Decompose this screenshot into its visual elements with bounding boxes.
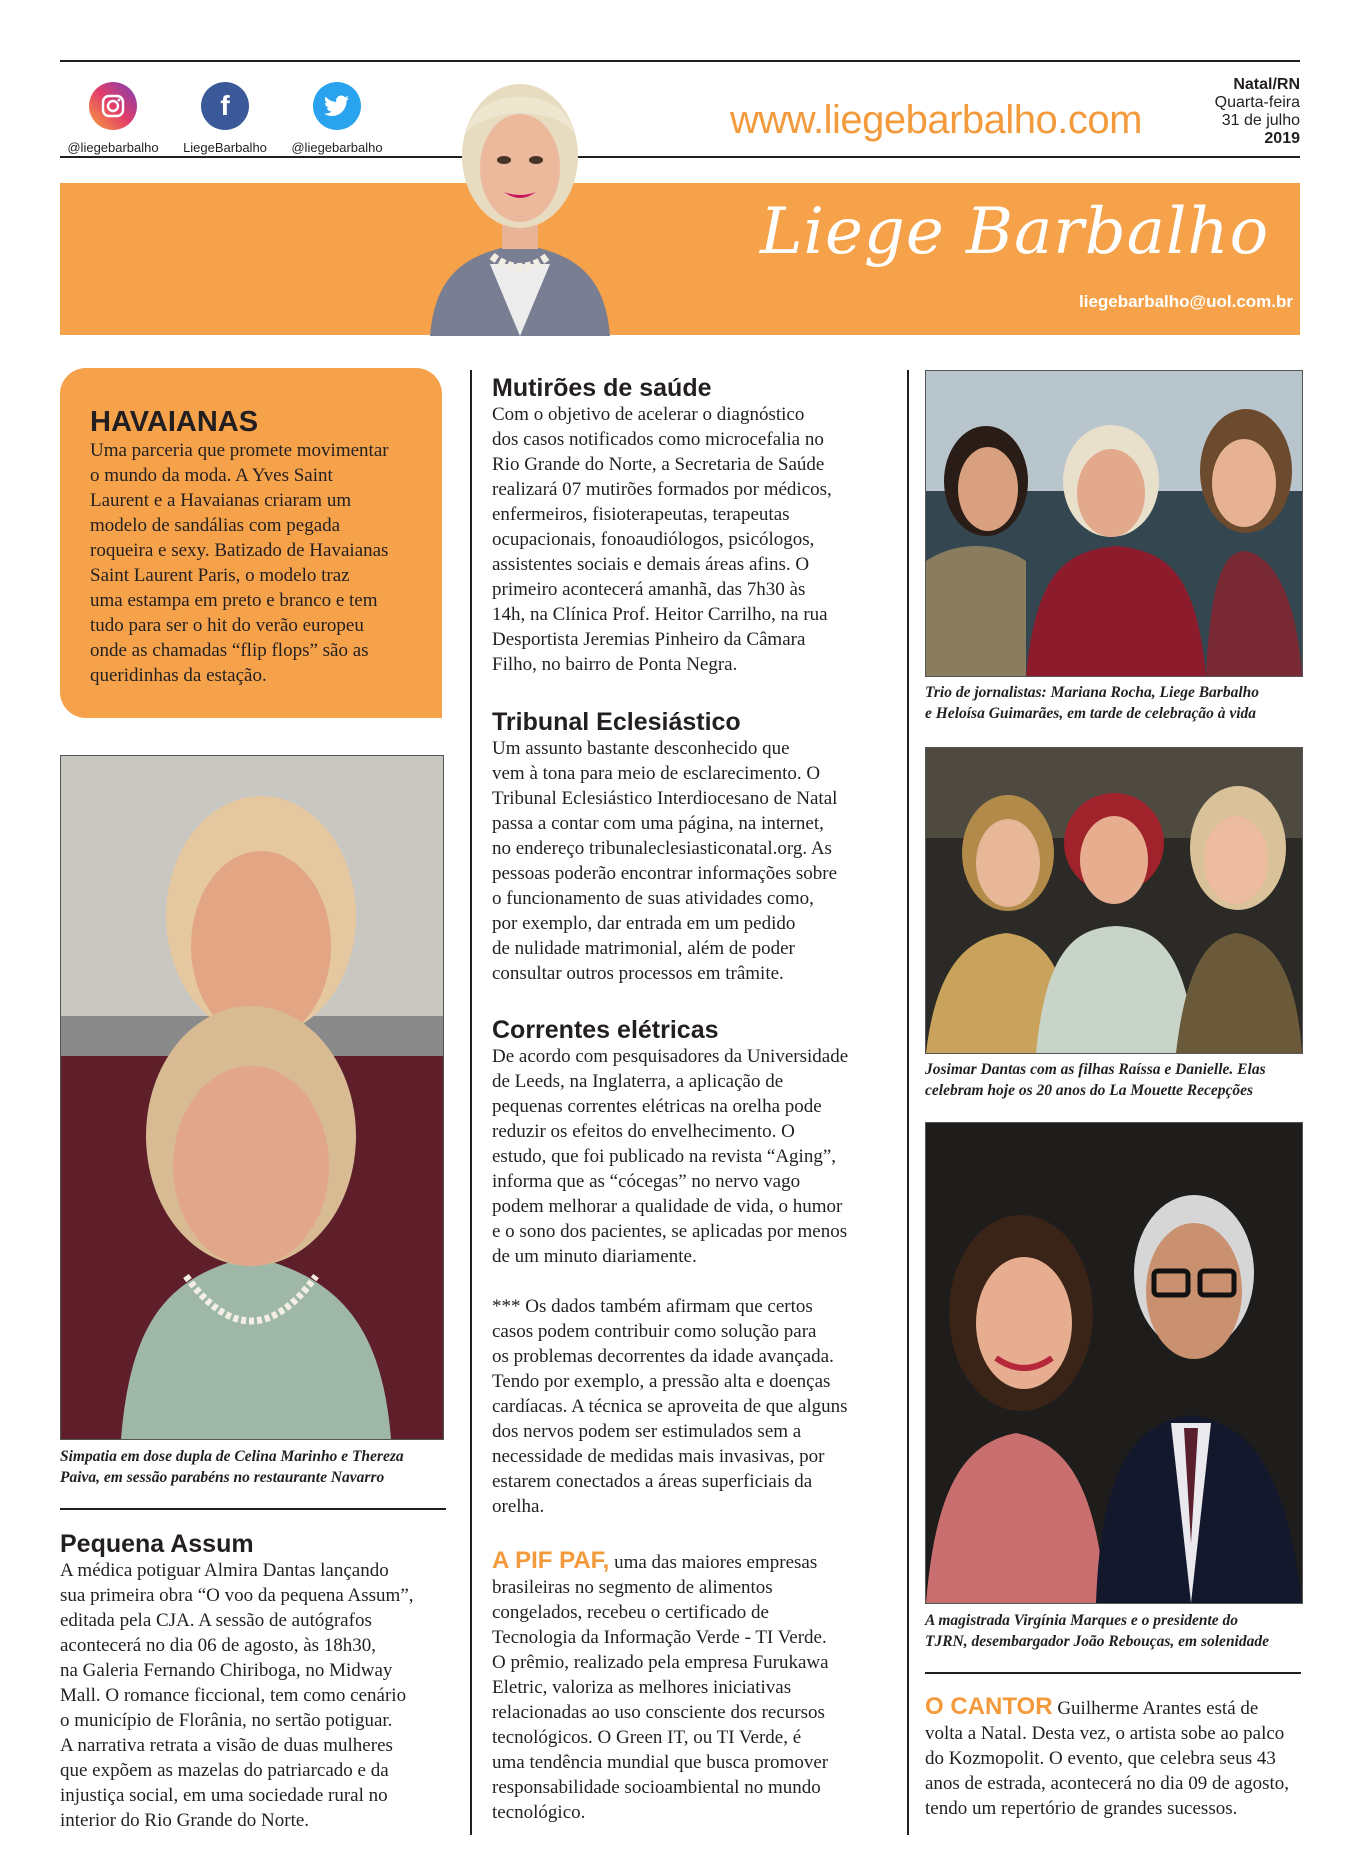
twitter-handle-block[interactable] (282, 82, 392, 155)
text-line: o funcionamento de suas atividades como, (492, 888, 814, 909)
facebook-handle-block[interactable] (170, 82, 280, 155)
text-line: Desportista Jeremias Pinheiro da Câmara (492, 629, 806, 650)
text-line: informa que as “cócegas” no nervo vago (492, 1171, 801, 1192)
text-line: 14h, na Clínica Prof. Heitor Carrilho, na rua (492, 604, 828, 625)
text-line: o mundo da moda. A Yves Saint (90, 465, 333, 486)
text-line: dos casos notificados como microcefalia no (492, 429, 824, 450)
text-line: Uma parceria que promete movimentar (90, 440, 389, 461)
text-line: A médica potiguar Almira Dantas lançando (60, 1560, 389, 1581)
text-line: orelha. (492, 1496, 545, 1517)
caption-line: Simpatia em dose dupla de Celina Marinho e Thereza (60, 1448, 404, 1465)
text-line: interior do Rio Grande do Norte. (60, 1810, 310, 1831)
instagram-icon (89, 82, 137, 130)
text-line: *** Os dados também afirmam que certos (492, 1296, 813, 1317)
text-line: A narrativa retrata a visão de duas mulheres (60, 1735, 393, 1756)
columnist-portrait (420, 64, 620, 336)
correntes-title: Correntes elétricas (492, 1016, 719, 1044)
text-line: por exemplo, dar entrada em um pedido (492, 913, 796, 934)
top-rule (60, 60, 1300, 62)
text-line: passa a contar com uma página, na internet, (492, 813, 824, 834)
photo-trio-jornalistas (925, 370, 1303, 677)
city: Natal/RN (1233, 76, 1300, 93)
caption-celina-thereza (60, 1446, 450, 1488)
instagram-handle: @liegebarbalho (67, 140, 159, 155)
caption-line: Trio de jornalistas: Mariana Rocha, Liege Barbalho (925, 684, 1259, 701)
cantor-lead: O CANTOR (925, 1693, 1053, 1720)
text-line: primeiro acontecerá amanhã, das 7h30 às (492, 579, 806, 600)
text-line: de nulidade matrimonial, além de poder (492, 938, 795, 959)
text-line: uma estampa em preto e branco e tem (90, 590, 378, 611)
havaianas-box (60, 368, 442, 718)
text-line: necessidade de medidas mais invasivas, por (492, 1446, 825, 1467)
text-line: de Leeds, na Inglaterra, a aplicação de (492, 1071, 784, 1092)
header-rule (60, 156, 1300, 158)
caption-line: A magistrada Virgínia Marques e o presidente do (925, 1612, 1239, 1629)
text-line: vem à tona para meio de esclarecimento. O (492, 763, 821, 784)
text-line: assistentes sociais e demais áreas afins. O (492, 554, 810, 575)
text-line: realizará 07 mutirões formados por médicos, (492, 479, 832, 500)
twitter-icon (313, 82, 361, 130)
text-line: tudo para ser o hit do verão europeu (90, 615, 364, 636)
section-rule (925, 1672, 1301, 1674)
text-line: casos podem contribuir como solução para (492, 1321, 817, 1342)
text-line: reduzir os efeitos do envelhecimento. O (492, 1121, 795, 1142)
mutiroes-title: Mutirões de saúde (492, 374, 712, 402)
text-line: Com o objetivo de acelerar o diagnóstico (492, 404, 805, 425)
text-line: Mall. O romance ficcional, tem como cenário (60, 1685, 407, 1706)
text-line: Filho, no bairro de Ponta Negra. (492, 654, 738, 675)
weekday: Quarta-feira (1214, 94, 1300, 111)
text-line: e o sono dos pacientes, se aplicadas por menos (492, 1221, 848, 1242)
dateline (1215, 76, 1300, 148)
text-line: responsabilidade socioambiental no mundo (492, 1777, 821, 1798)
text-line: sua primeira obra “O voo da pequena Assum”, (60, 1585, 414, 1606)
cantor-section (925, 1694, 1310, 1821)
text-line: cardíacas. A técnica se aproveita de que alguns (492, 1396, 848, 1417)
text-line: acontecerá no dia 06 de agosto, às 18h30, (60, 1635, 377, 1656)
tribunal-title: Tribunal Eclesiástico (492, 708, 741, 736)
havaianas-title: HAVAIANAS (90, 406, 259, 438)
pifpaf-lead: A PIF PAF, (492, 1547, 610, 1574)
assum-section (60, 1530, 460, 1833)
caption-line: Paiva, em sessão parabéns no restaurante Navarro (60, 1469, 385, 1486)
text-line: consultar outros processos em trâmite. (492, 963, 784, 984)
section-rule (60, 1508, 446, 1510)
column-divider-1 (470, 370, 472, 1835)
date: 31 de julho (1221, 112, 1300, 129)
text-line: na Galeria Fernando Chiriboga, no Midway (60, 1660, 393, 1681)
caption-virginia (925, 1610, 1307, 1652)
photo-celina-thereza (60, 755, 444, 1440)
text-line: de um minuto diariamente. (492, 1246, 697, 1267)
text-line: estudo, que foi publicado na revista “Aging”, (492, 1146, 837, 1167)
text-line: estarem conectados a áreas superficiais da (492, 1471, 813, 1492)
caption-line: celebram hoje os 20 anos do La Mouette Recepções (925, 1082, 1254, 1099)
text-line: Rio Grande do Norte, a Secretaria de Saúde (492, 454, 825, 475)
havaianas-text (90, 438, 430, 688)
text-line: onde as chamadas “flip flops” são as (90, 640, 369, 661)
text-line: brasileiras no segmento de alimentos (492, 1577, 773, 1598)
column-brand: Liege Barbalho (760, 195, 1270, 269)
text-line: anos de estrada, acontecerá no dia 09 de agosto, (925, 1773, 1290, 1794)
facebook-handle: LiegeBarbalho (183, 140, 267, 155)
text-line: tendo um repertório de grandes sucessos. (925, 1798, 1238, 1819)
caption-line: e Heloísa Guimarães, em tarde de celebração à vida (925, 705, 1257, 722)
twitter-handle: @liegebarbalho (291, 140, 383, 155)
text-line: congelados, recebeu o certificado de (492, 1602, 769, 1623)
text-line: queridinhas da estação. (90, 665, 267, 686)
mutiroes-section (492, 374, 897, 677)
text-line: Eletric, valoriza as melhores iniciativas (492, 1677, 792, 1698)
text-line: uma tendência mundial que busca promover (492, 1752, 829, 1773)
contact-email[interactable]: liegebarbalho@uol.com.br (1079, 292, 1293, 311)
text-line: volta a Natal. Desta vez, o artista sobe ao palco (925, 1723, 1285, 1744)
text-line: no endereço tribunaleclesiasticonatal.org. As (492, 838, 832, 859)
facebook-icon: f (201, 82, 249, 130)
pifpaf-section (492, 1548, 897, 1825)
photo-josimar-filhas (925, 747, 1303, 1054)
text-line: enfermeiros, fisioterapeutas, terapeutas (492, 504, 790, 525)
caption-line: TJRN, desembargador João Rebouças, em solenidade (925, 1633, 1269, 1650)
text-line: dos nervos podem ser estimulados sem a (492, 1421, 802, 1442)
text-line: Saint Laurent Paris, o modelo traz (90, 565, 350, 586)
website-url[interactable]: www.liegebarbalho.com (730, 98, 1142, 142)
caption-josimar (925, 1059, 1307, 1101)
text-line: podem melhorar a qualidade de vida, o humor (492, 1196, 843, 1217)
text-line: editada pela CJA. A sessão de autógrafos (60, 1610, 372, 1631)
text-line: Laurent e a Havaianas criaram um (90, 490, 352, 511)
text-line: Tendo por exemplo, a pressão alta e doenças (492, 1371, 831, 1392)
text-line: ocupacionais, fonoaudiólogos, psicólogos, (492, 529, 815, 550)
photo-virginia-joao (925, 1122, 1303, 1604)
text-line: Tribunal Eclesiástico Interdiocesano de Natal (492, 788, 838, 809)
text-line: Guilherme Arantes está de (1052, 1698, 1259, 1719)
text-line: uma das maiores empresas (609, 1552, 818, 1573)
text-line: os problemas decorrentes da idade avançada. (492, 1346, 834, 1367)
tribunal-section (492, 708, 897, 986)
text-line: tecnológico. (492, 1802, 586, 1823)
text-line: pessoas poderão encontrar informações sobre (492, 863, 838, 884)
text-line: Um assunto bastante desconhecido que (492, 738, 790, 759)
caption-line: Josimar Dantas com as filhas Raíssa e Danielle. Elas (925, 1061, 1266, 1078)
text-line: O prêmio, realizado pela empresa Furukawa (492, 1652, 829, 1673)
text-line: do Kozmopolit. O evento, que celebra seus 43 (925, 1748, 1276, 1769)
instagram-handle-block[interactable] (58, 82, 168, 155)
year: 2019 (1264, 130, 1300, 147)
text-line: pequenas correntes elétricas na orelha pode (492, 1096, 822, 1117)
text-line: modelo de sandálias com pegada (90, 515, 341, 536)
text-line: De acordo com pesquisadores da Universidade (492, 1046, 849, 1067)
column-divider-2 (907, 370, 909, 1835)
text-line: tecnológicos. O Green IT, ou TI Verde, é (492, 1727, 802, 1748)
text-line: que expõem as mazelas do patriarcado e da (60, 1760, 389, 1781)
text-line: injustiça social, em uma sociedade rural no (60, 1785, 388, 1806)
text-line: relacionadas ao uso consciente dos recursos (492, 1702, 825, 1723)
assum-title: Pequena Assum (60, 1530, 254, 1558)
correntes-section (492, 1016, 897, 1519)
text-line: Tecnologia da Informação Verde - TI Verde. (492, 1627, 827, 1648)
text-line: o município de Florânia, no sertão potiguar. (60, 1710, 393, 1731)
caption-trio (925, 682, 1307, 724)
text-line: roqueira e sexy. Batizado de Havaianas (90, 540, 389, 561)
